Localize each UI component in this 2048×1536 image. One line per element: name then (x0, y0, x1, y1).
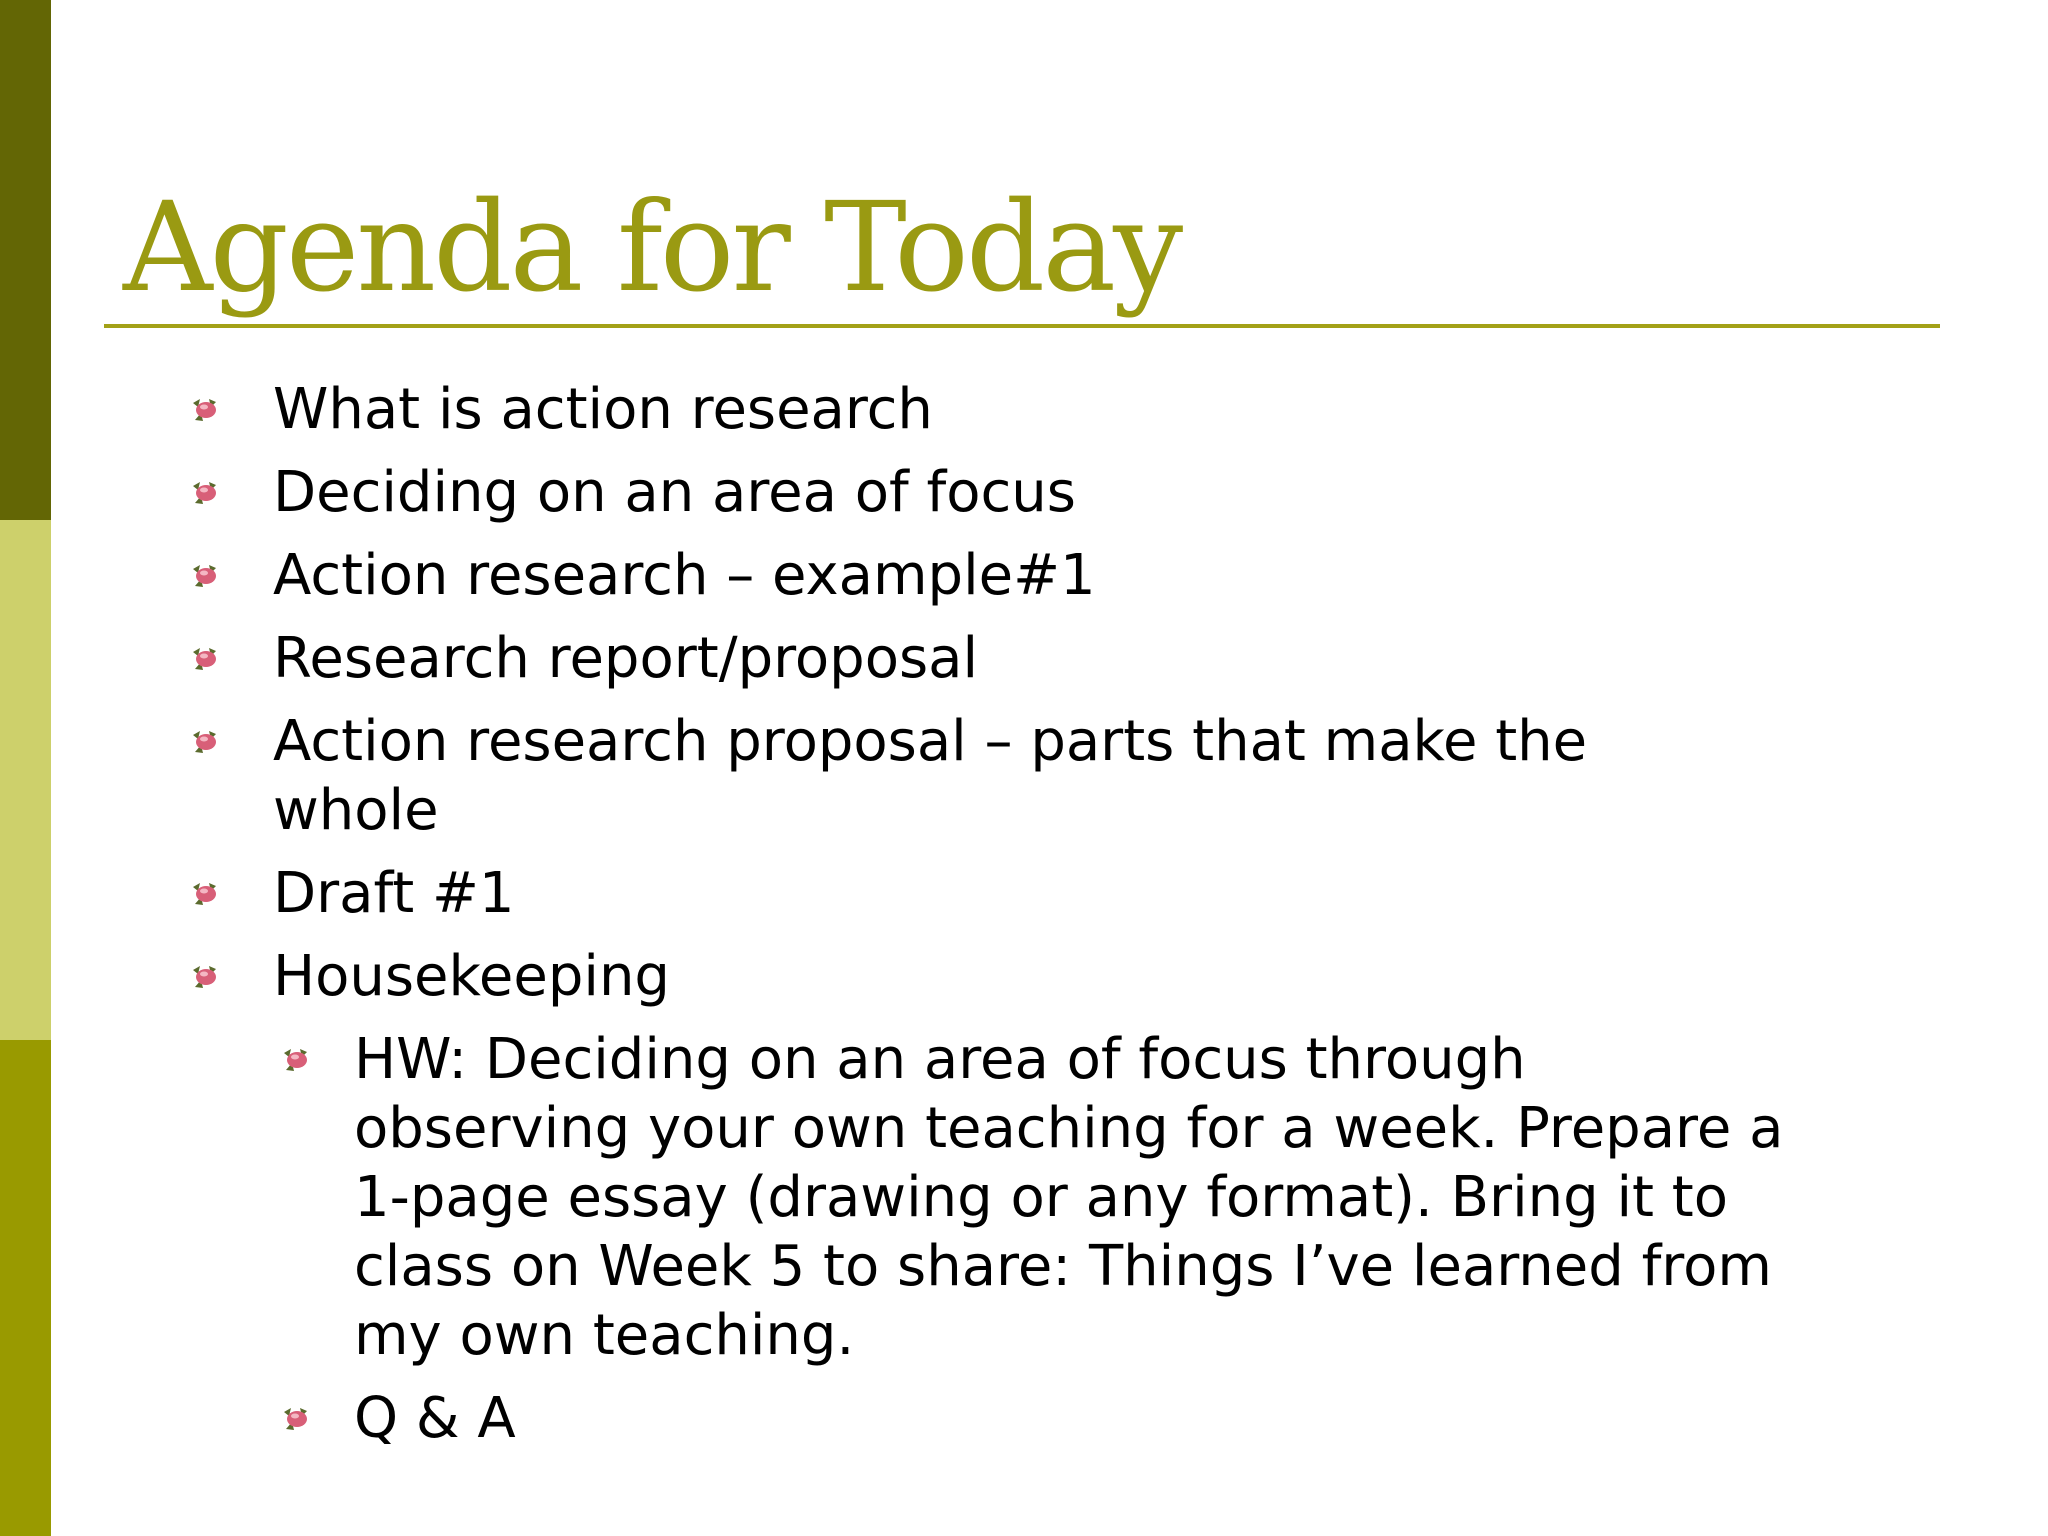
agenda-item (190, 541, 1890, 610)
flower-bullet-icon (192, 882, 218, 906)
accent-bar-bottom (0, 1040, 51, 1536)
flower-bullet-icon (192, 481, 218, 505)
flower-bullet-icon (283, 1048, 309, 1072)
accent-bar-top (0, 0, 51, 520)
agenda-subitem (279, 1025, 1890, 1370)
agenda-item (190, 624, 1890, 693)
title-underline (104, 324, 1940, 328)
accent-bar-middle (0, 520, 51, 1040)
agenda-item-text: Action research proposal – parts that make the whole (273, 709, 1588, 843)
agenda-item-text: Action research – example#1 (273, 543, 1096, 608)
agenda-item (190, 942, 1890, 1011)
flower-bullet-icon (192, 564, 218, 588)
flower-bullet-icon (283, 1407, 309, 1431)
agenda-item (190, 859, 1890, 928)
agenda-item-text: What is action research (273, 377, 933, 442)
agenda-item-text: Deciding on an area of focus (273, 460, 1076, 525)
agenda-item-text: Research report/proposal (273, 626, 979, 691)
agenda-list (190, 375, 1890, 1467)
agenda-subitem-text: Q & A (354, 1386, 516, 1451)
slide-title: Agenda for Today (123, 176, 1181, 320)
flower-bullet-icon (192, 730, 218, 754)
agenda-item-text: Draft #1 (273, 861, 515, 926)
agenda-subitem-text: HW: Deciding on an area of focus through observing your own teaching for a week. Prepare a 1-page essay (drawing or any format). Bring it to class on Week 5 to share: Things I’ve learned from my own teaching. (354, 1027, 1784, 1368)
agenda-item (190, 375, 1890, 444)
flower-bullet-icon (192, 647, 218, 671)
agenda-item (190, 707, 1890, 845)
flower-bullet-icon (192, 965, 218, 989)
agenda-item (190, 458, 1890, 527)
agenda-item-text: Housekeeping (273, 944, 670, 1009)
flower-bullet-icon (192, 398, 218, 422)
agenda-subitem (279, 1384, 1890, 1453)
